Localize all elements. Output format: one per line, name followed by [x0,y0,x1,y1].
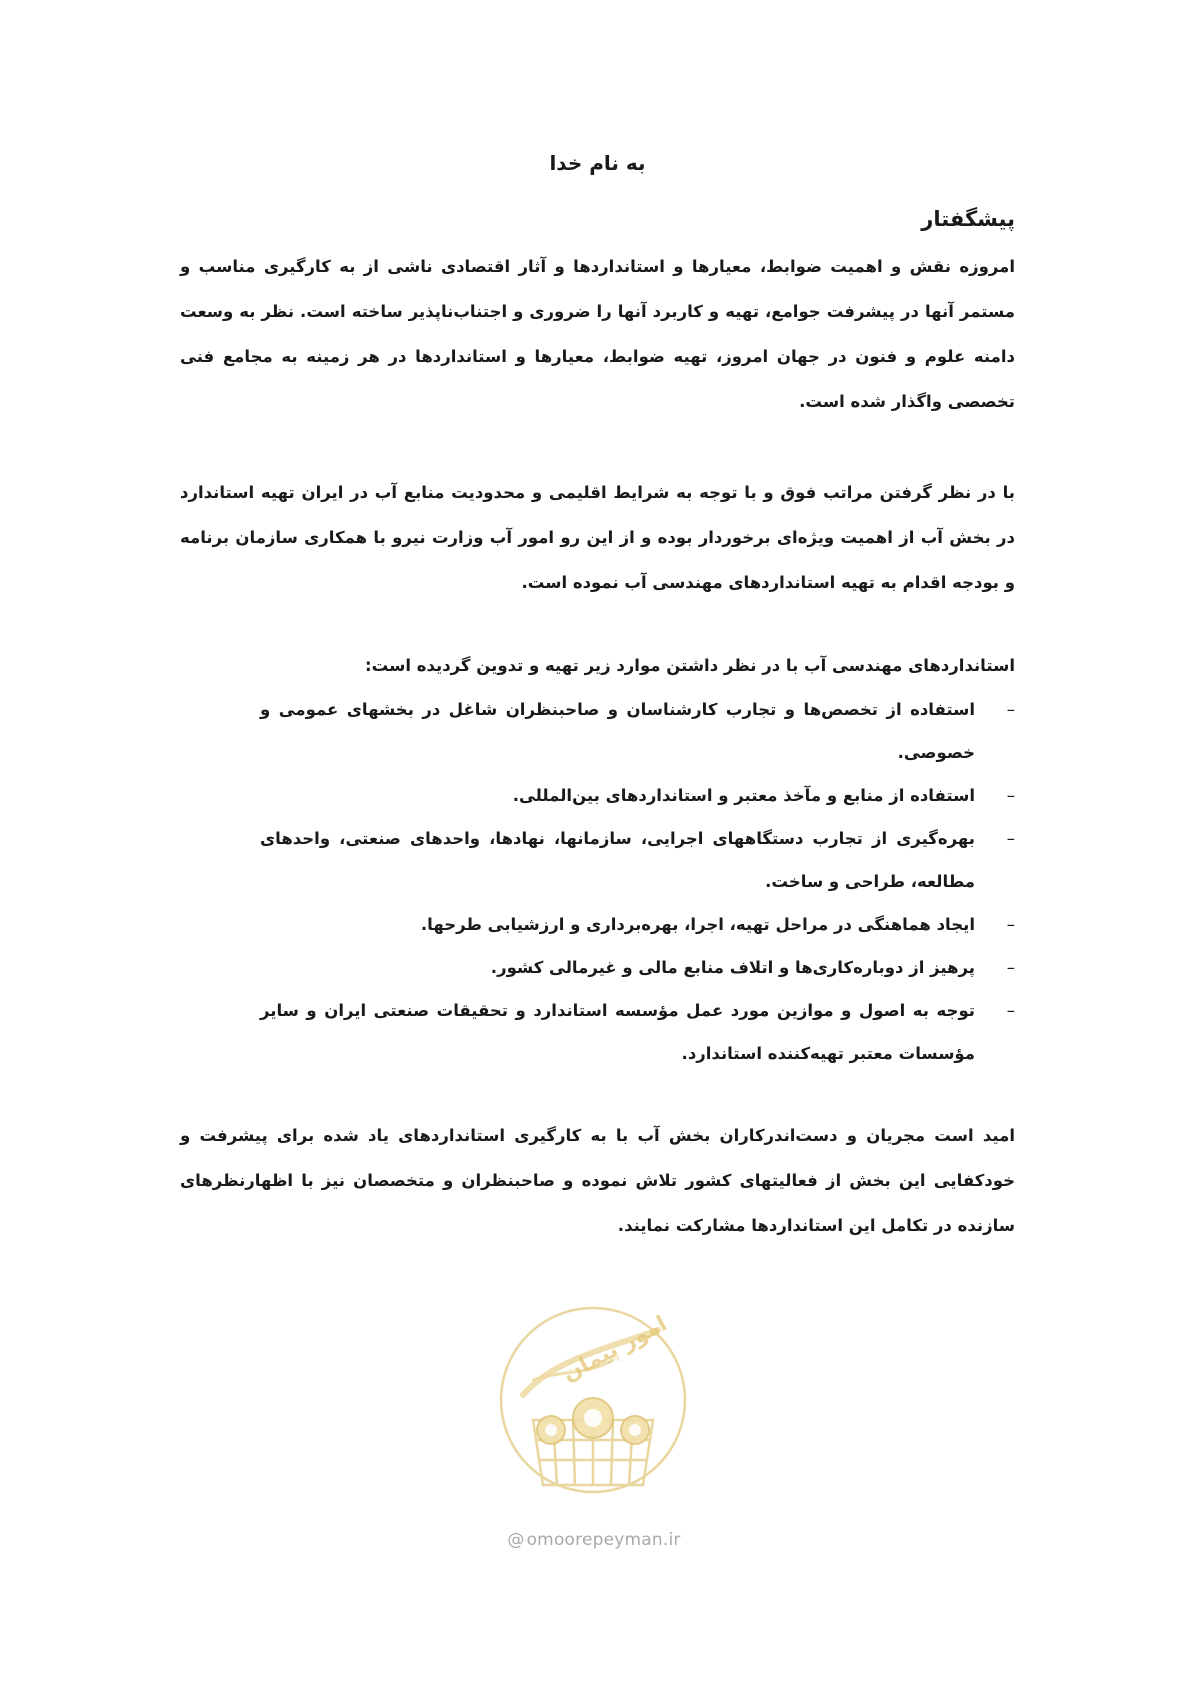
criteria-list [260,688,1015,1075]
list-item-text: بهره‌گیری از تجارب دستگاههای اجرایی، سازمانها، نهادها، واحدهای صنعتی، واحدهای مطالعه، طراحی و ساخت. [260,829,975,891]
list-marker: – [1006,786,1015,805]
watermark-url: omoorepeyman.ir [526,1530,681,1550]
list-item [260,989,1015,1075]
list-item [260,903,1015,946]
list-marker: – [1006,958,1015,977]
list-item-text: استفاده از منابع و مآخذ معتبر و استانداردهای بین‌المللی. [512,786,975,805]
list-item [260,817,1015,903]
paragraph-intro: امروزه نقش و اهمیت ضوابط، معیارها و استانداردها و آثار اقتصادی ناشی از به کارگیری مناسب و مستمر آنها در پیشرفت جوامع، تهیه و کاربرد آنها را ضروری و اجتناب‌ناپذیر ساخته است. نظر به وسعت دامنه علوم و فنون در جهان امروز، تهیه ضوابط، معیارها و استانداردها در هر زمینه به مجامع فنی تخصصی واگذار شده است. [180,257,1015,411]
list-item-text: پرهیز از دوباره‌کاری‌ها و اتلاف منابع مالی و غیرمالی کشور. [490,958,975,977]
list-marker: – [1006,1001,1015,1020]
paragraph-context: با در نظر گرفتن مراتب فوق و با توجه به شرایط اقلیمی و محدودیت منابع آب در ایران تهیه استاندارد در بخش آب از اهمیت ویژه‌ای برخوردار بوده و از این رو امور آب وزارت نیرو با همکاری سازمان برنامه و بودجه اقدام به تهیه استانداردهای مهندسی آب نموده است. [180,483,1015,592]
basmala-title: به نام خدا [549,151,646,175]
list-marker: – [1006,829,1015,848]
paragraph-list-intro: استانداردهای مهندسی آب با در نظر داشتن موارد زیر تهیه و تدوین گردیده است: [365,656,1015,675]
list-item [260,688,1015,774]
list-marker: – [1006,700,1015,719]
list-item-text: استفاده از تخصص‌ها و تجارب کارشناسان و صاحبنظران شاغل در بخشهای عمومی و خصوصی. [260,700,975,762]
list-item-text: توجه به اصول و موازین مورد عمل مؤسسه استاندارد و تحقیقات صنعتی ایران و سایر مؤسسات معتبر تهیه‌کننده استاندارد. [260,1001,975,1063]
logo-text: امور پیمان [558,1311,672,1388]
at-icon: @ [507,1530,525,1550]
list-item-text: ایجاد هماهنگی در مراحل تهیه، اجرا، بهره‌برداری و ارزشیابی طرحها. [420,915,975,934]
paragraph-closing: امید است مجریان و دست‌اندرکاران بخش آب با به کارگیری استانداردهای یاد شده برای پیشرفت و خودکفایی این بخش از فعالیتهای کشور تلاش نموده و صاحبنظران و متخصصان نیز با اظهارنظرهای سازنده در تکامل این استانداردها مشارکت نمایند. [180,1126,1015,1235]
section-heading: پیشگفتار [921,207,1015,231]
watermark-logo [493,1300,693,1510]
watermark-caption [494,1530,694,1550]
list-item [260,946,1015,989]
list-marker: – [1006,915,1015,934]
document-body [180,148,1015,1248]
list-item [260,774,1015,817]
